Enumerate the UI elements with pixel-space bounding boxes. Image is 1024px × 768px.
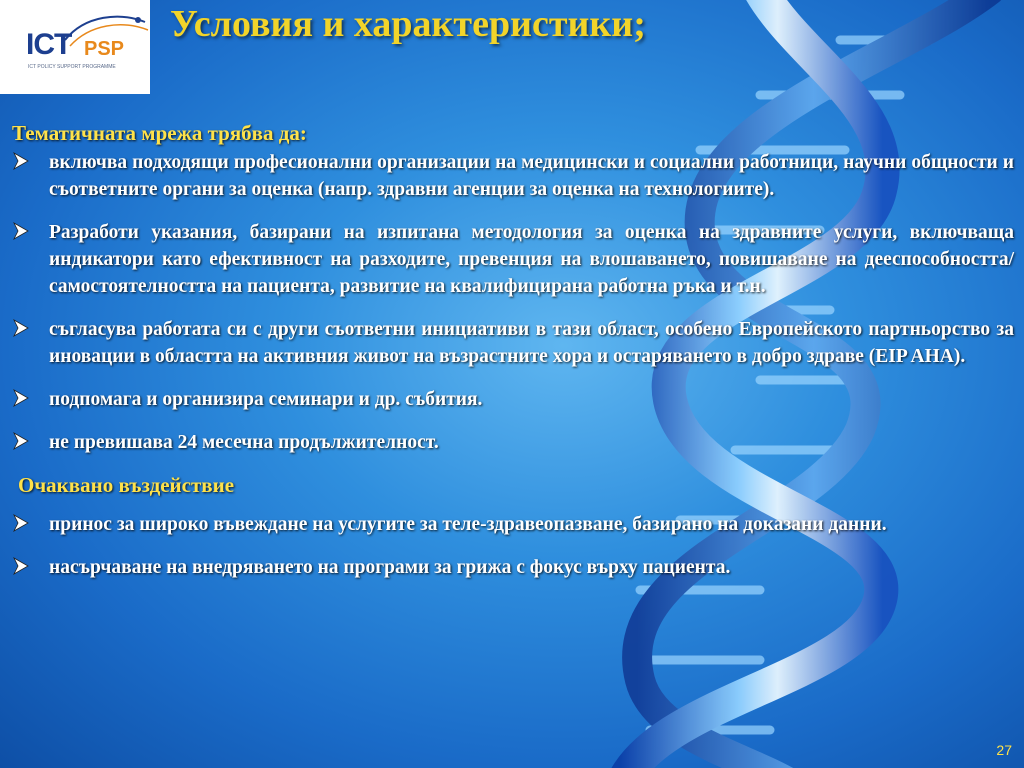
list-item (12, 149, 1014, 203)
slide-title: Условия и характеристики; (170, 3, 646, 45)
logo-tagline: ICT POLICY SUPPORT PROGRAMME (28, 64, 116, 70)
list-item-text: съгласува работата си с други съответни инициативи в тази област, особено Европейското партньорство за иновации в областта на активния живот на възрастните хора и остаряването в добро здраве (EIP AHA). (49, 319, 1014, 367)
arrow-bullet-icon (12, 220, 30, 242)
list-item-text: не превишава 24 месечна продължителност. (49, 432, 439, 453)
list-item (12, 386, 1014, 413)
arrow-bullet-icon (12, 387, 30, 409)
slide-content (12, 120, 1014, 597)
arrow-bullet-icon (12, 317, 30, 339)
list-item (12, 219, 1014, 300)
page-number: 27 (996, 742, 1012, 758)
list-item (12, 429, 1014, 456)
ictpsp-logo (0, 0, 150, 94)
list-item-text: включва подходящи професионални организации на медицински и социални работници, научни общности и съответните органи за оценка (напр. здравни агенции за оценка на технологиите). (49, 152, 1014, 200)
list-item (12, 511, 1014, 538)
arrow-bullet-icon (12, 150, 30, 172)
list-item (12, 554, 1014, 581)
logo-ict-text: ICT (26, 28, 72, 61)
arrow-bullet-icon (12, 430, 30, 452)
arrow-bullet-icon (12, 512, 30, 534)
section1-list (12, 149, 1014, 456)
list-item-text: подпомага и организира семинари и др. събития. (49, 389, 483, 410)
section1-heading: Тематичната мрежа трябва да: (12, 121, 307, 145)
section2-heading: Очаквано въздействие (18, 473, 235, 497)
list-item (12, 316, 1014, 370)
list-item-text: принос за широко въвеждане на услугите за теле-здравеопазване, базирано на доказани данни. (49, 514, 887, 535)
list-item-text: Разработи указания, базирани на изпитана методология за оценка на здравните услуги, включваща индикатори като ефективност на разходите, превенция на влошаването, повишаване на дееспособността/самостоятелността на пациента, развитие на квалифицирана работна ръка и т.н. (49, 222, 1014, 297)
logo-psp-text: PSP (84, 38, 125, 60)
section2-list (12, 511, 1014, 581)
arrow-bullet-icon (12, 555, 30, 577)
list-item-text: насърчаване на внедряването на програми за грижа с фокус върху пациента. (49, 557, 731, 578)
